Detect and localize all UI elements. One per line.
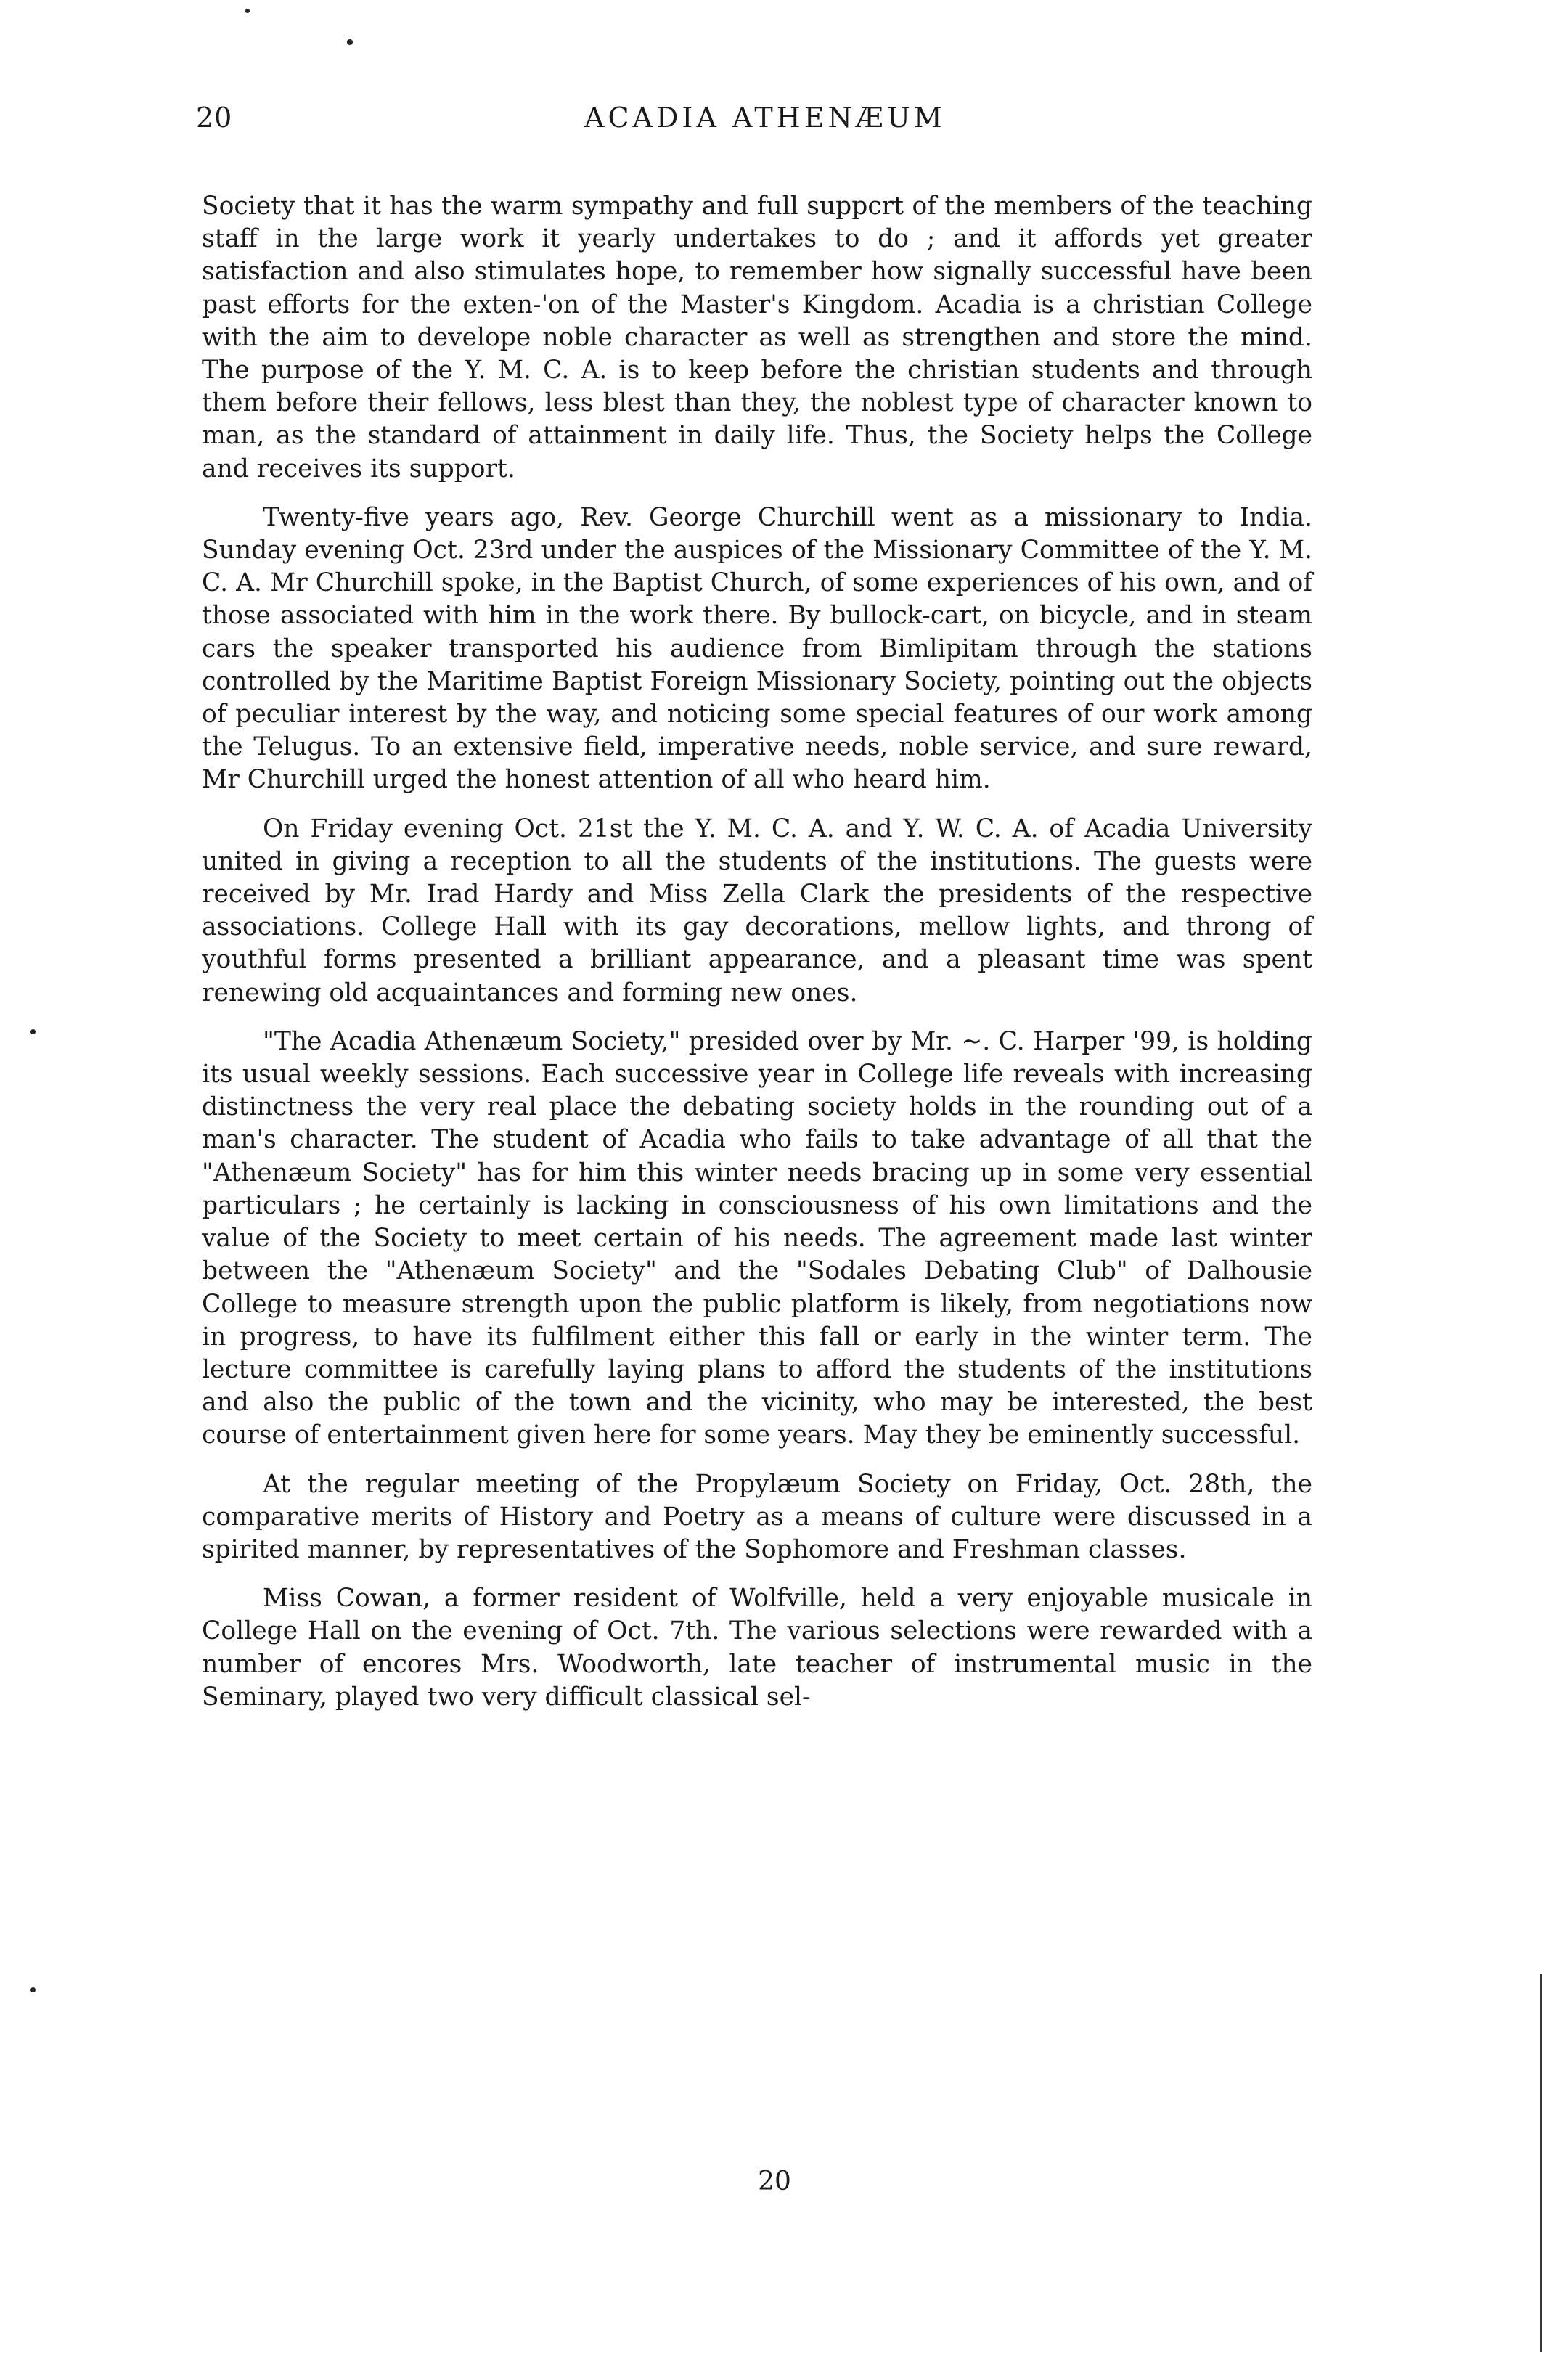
running-head bbox=[196, 102, 1314, 145]
scan-edge-line bbox=[1540, 1974, 1542, 2352]
footer-page-number: 20 bbox=[758, 2167, 791, 2196]
paragraph-propylaeum-society: At the regular meeting of the Propylæum Society on Friday, Oct. 28th, the comparative merits of History and Poetry as a means of culture were discussed in a spirited manner, by representatives of the Sophomore and Freshman classes. bbox=[202, 1469, 1312, 1564]
paragraph-churchill-missionary: Twenty-five years ago, Rev. George Churchill went as a missionary to India. Sunday evening Oct. 23rd under the auspices of the Missionary Committee of the Y. M. C. A. Mr Churchill spoke, in the Baptist Church, of some experiences of his own, and of those associated with him in the work there. By bullock-cart, on bicycle, and in steam cars the speaker transported his audience from Bimlipitam through the stations controlled by the Maritime Baptist Foreign Missionary Society, pointing out the objects of peculiar interest by the way, and noticing some special features of our work among the Telugus. To an extensive field, imperative needs, noble service, and sure reward, Mr Churchill urged the honest attention of all who heard him. bbox=[202, 502, 1312, 795]
journal-title: ACADIA ATHENÆUM bbox=[584, 102, 946, 134]
scan-speck bbox=[347, 39, 353, 45]
header-page-number: 20 bbox=[196, 102, 233, 134]
article-body bbox=[202, 190, 1312, 1714]
paragraph-musicale: Miss Cowan, a former resident of Wolfville, held a very enjoyable musicale in College Hall on the evening of Oct. 7th. The various selections were rewarded with a number of encores Mrs. Woodworth, late teacher of instrumental music in the Seminary, played two very difficult classical sel- bbox=[202, 1584, 1312, 1712]
scan-speck bbox=[30, 1987, 36, 1992]
scan-speck bbox=[30, 1029, 36, 1034]
paragraph-athenaeum-society: "The Acadia Athenæum Society," presided over by Mr. ~. C. Harper '99, is holding its usual weekly sessions. Each successive year in College life reveals with increasing distinctness the very real place the debating society holds in the rounding out of a man's character. The student of Acadia who fails to take advantage of all that the "Athenæum Society" has for him this winter needs bracing up in some very essential particulars ; he certainly is lacking in consciousness of his own limitations and the value of the Society to meet certain of his needs. The agreement made last winter between the "Athenæum Society" and the "Sodales Debating Club" of Dalhousie College to measure strength upon the public platform is likely, from negotiations now in progress, to have its fulfilment either this fall or early in the winter term. The lecture committee is carefully laying plans to afford the students of the institutions and also the public of the town and the vicinity, who may be interested, the best course of entertainment given here for some years. May they be eminently successful. bbox=[202, 1026, 1312, 1450]
scan-speck bbox=[245, 9, 250, 13]
paragraph-ymca-society: Society that it has the warm sympathy and full suppcrt of the members of the teaching staff in the large work it yearly undertakes to do ; and it affords yet greater satisfaction and also stimulates hope, to remember how signally successful have been past efforts for the exten-'on of the Master's Kingdom. Acadia is a christian College with the aim to develope noble character as well as strengthen and store the mind. The purpose of the Y. M. C. A. is to keep before the christian students and through them before their fellows, less blest than they, the noblest type of character known to man, as the standard of attainment in daily life. Thus, the Society helps the College and receives its support. bbox=[202, 192, 1312, 483]
paragraph-reception: On Friday evening Oct. 21st the Y. M. C. A. and Y. W. C. A. of Acadia University united in giving a reception to all the students of the institutions. The guests were received by Mr. Irad Hardy and Miss Zella Clark the presidents of the respective associations. College Hall with its gay decorations, mellow lights, and throng of youthful forms presented a brilliant appearance, and a pleasant time was spent renewing old acquaintances and forming new ones. bbox=[202, 814, 1312, 1007]
